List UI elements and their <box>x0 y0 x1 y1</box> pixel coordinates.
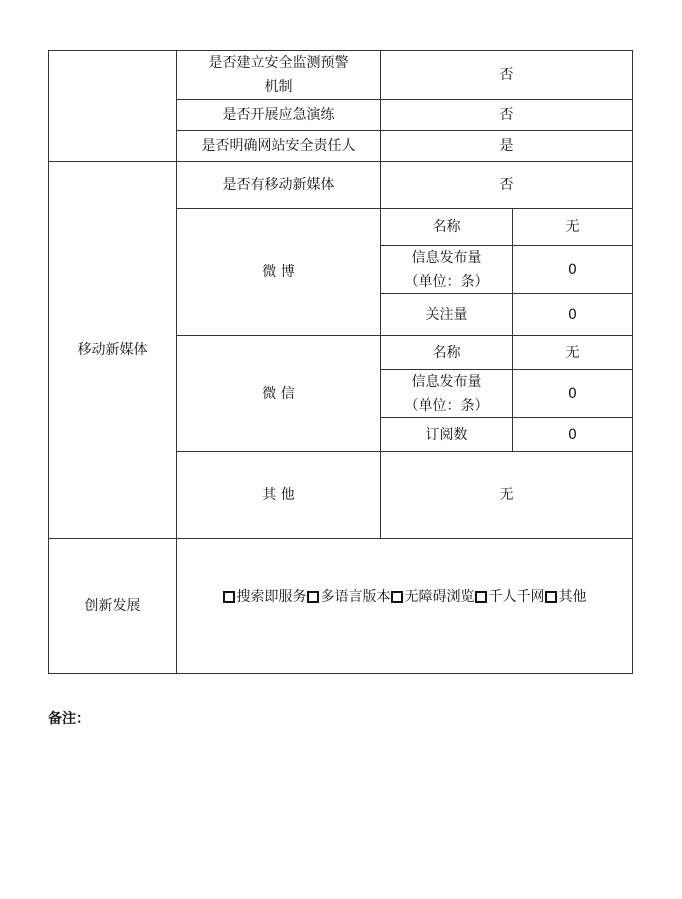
remark-label: 备注： <box>48 711 90 727</box>
grid-line <box>632 50 633 674</box>
label-line: （单位：条） <box>404 273 489 290</box>
innovation-option[interactable] <box>391 585 475 609</box>
innovation-option[interactable] <box>475 585 545 609</box>
monitoring-warning-label <box>177 51 380 99</box>
innovation-label: 创新发展 <box>84 598 141 614</box>
weibo-posts-value: 0 <box>568 261 577 278</box>
checkbox-icon[interactable] <box>223 591 235 603</box>
wechat-name-label: 名称 <box>432 344 461 361</box>
innovation-option[interactable] <box>223 585 307 609</box>
weibo-name-value: 无 <box>565 219 580 235</box>
emergency-drill-value: 否 <box>499 107 514 123</box>
wechat-name-value: 无 <box>565 344 580 361</box>
wechat-posts-value: 0 <box>568 385 577 402</box>
option-label: 其他 <box>558 588 587 605</box>
weibo-posts-label <box>381 246 512 293</box>
label-line: （单位：条） <box>404 397 489 414</box>
label-line: 机制 <box>264 79 293 95</box>
checkbox-icon[interactable] <box>545 591 557 603</box>
checkbox-icon[interactable] <box>475 591 487 603</box>
other-media-value: 无 <box>499 487 514 503</box>
wechat-subscribers-value: 0 <box>568 426 577 443</box>
site-owner-value: 是 <box>499 138 514 154</box>
label-line: 是否建立安全监测预警 <box>208 55 349 71</box>
weibo-name-label: 名称 <box>432 219 461 235</box>
option-label: 搜索即服务 <box>236 588 307 605</box>
mobile-section-label: 移动新媒体 <box>77 342 148 358</box>
other-media-label: 其 他 <box>262 487 295 503</box>
label-line: 信息发布量 <box>411 249 482 266</box>
option-label: 无障碍浏览 <box>404 588 475 605</box>
label-line: 信息发布量 <box>411 373 482 390</box>
weibo-followers-value: 0 <box>568 306 577 323</box>
site-owner-label: 是否明确网站安全责任人 <box>201 138 356 154</box>
option-label: 多语言版本 <box>320 588 391 605</box>
weibo-label: 微 博 <box>262 264 295 280</box>
checkbox-icon[interactable] <box>391 591 403 603</box>
checkbox-icon[interactable] <box>307 591 319 603</box>
weibo-followers-label: 关注量 <box>425 306 468 323</box>
wechat-label: 微 信 <box>262 385 295 402</box>
has-mobile-label: 是否有移动新媒体 <box>222 177 335 193</box>
grid-line <box>48 673 633 674</box>
innovation-option[interactable] <box>307 585 391 609</box>
emergency-drill-label: 是否开展应急演练 <box>222 107 335 123</box>
has-mobile-value: 否 <box>499 177 514 193</box>
option-label: 千人千网 <box>488 588 545 605</box>
wechat-posts-label <box>381 370 512 417</box>
monitoring-warning-value: 否 <box>499 67 514 83</box>
innovation-options <box>177 539 632 654</box>
wechat-subscribers-label: 订阅数 <box>425 426 468 443</box>
innovation-option[interactable] <box>545 585 587 609</box>
